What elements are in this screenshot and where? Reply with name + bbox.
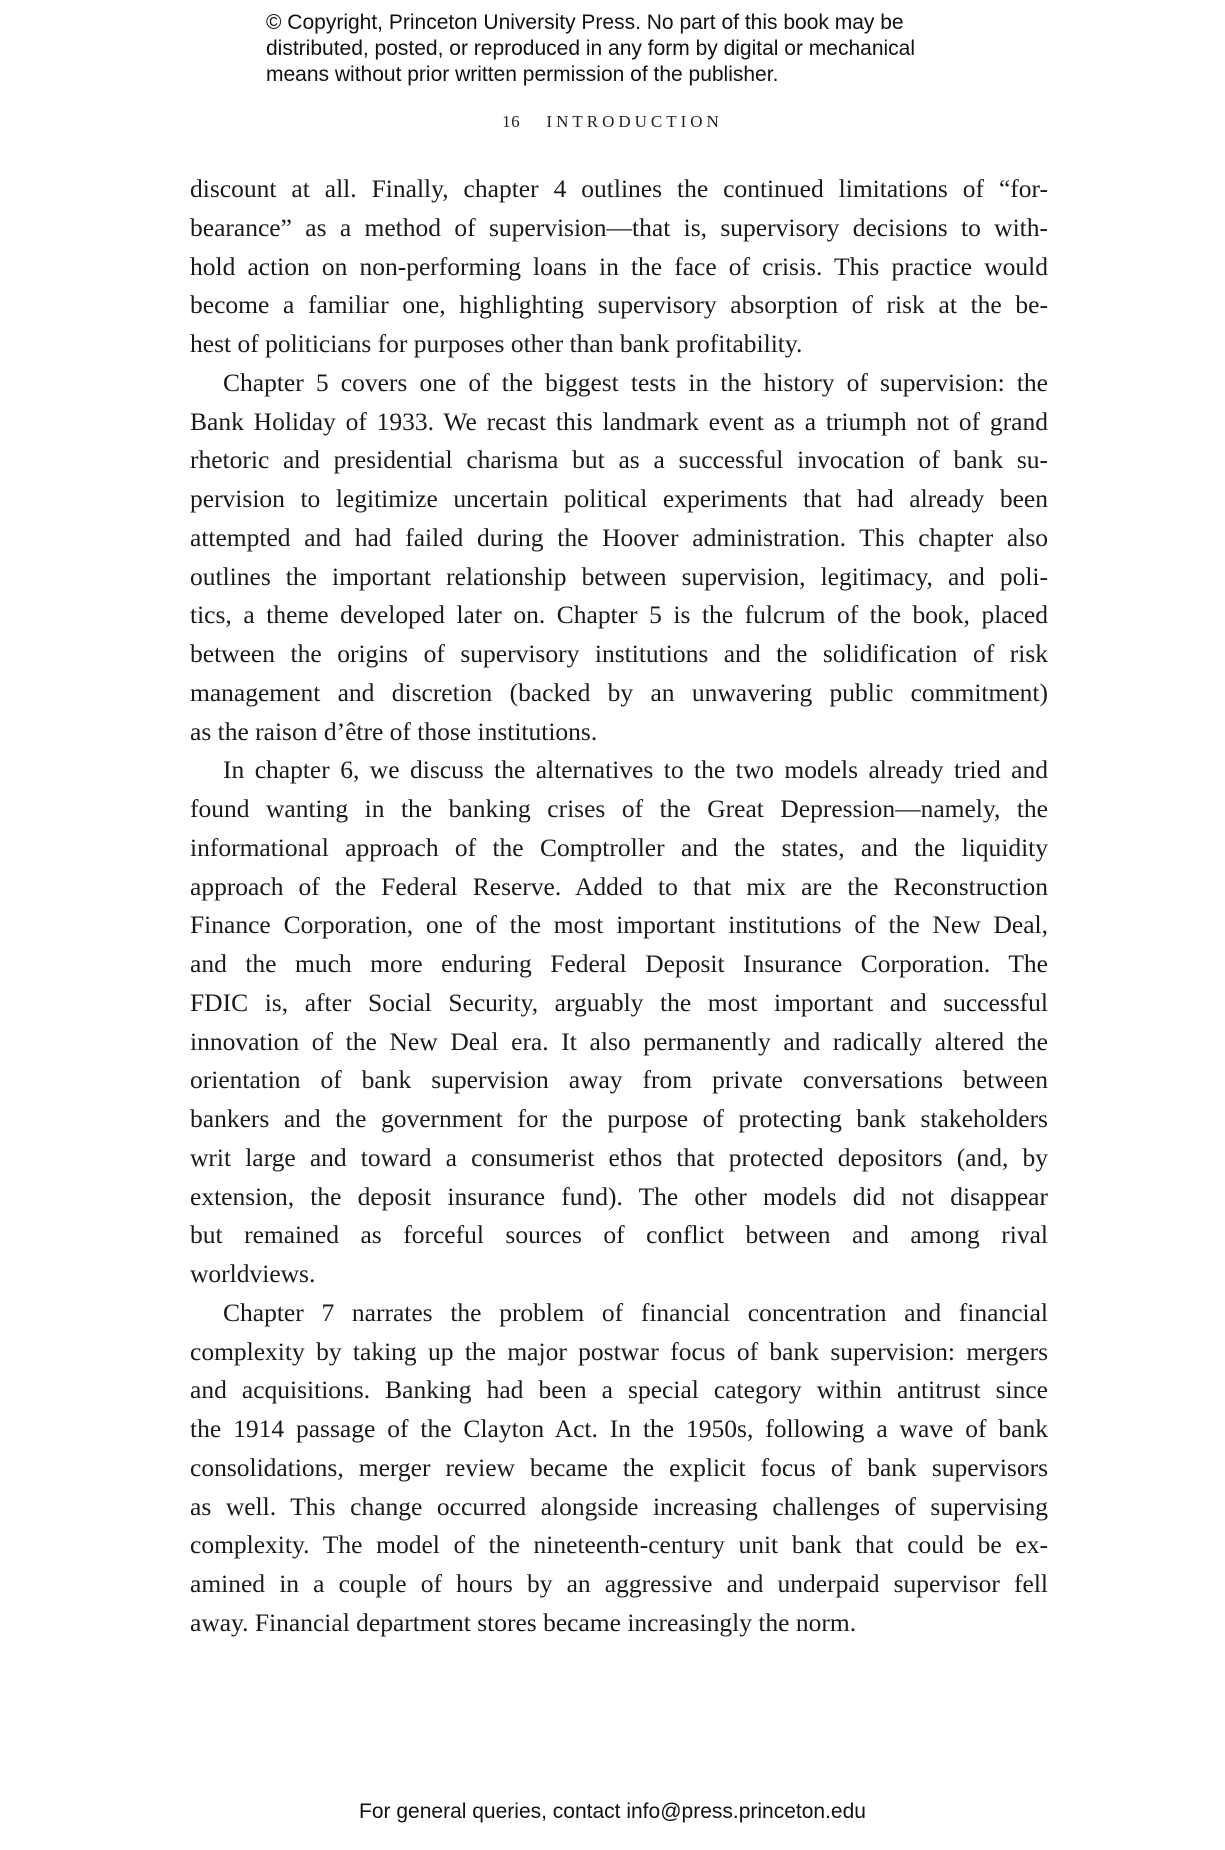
text-line: innovation of the New Deal era. It also permanently and radically altered the	[190, 1026, 1048, 1056]
running-head	[0, 112, 1225, 132]
text-line: between the origins of supervisory institutions and the solidification of risk	[190, 639, 1048, 668]
text-line: discount at all. Finally, chapter 4 outlines the continued limitations of “for-	[190, 174, 1048, 203]
paragraph	[190, 1294, 1048, 1643]
page-number: 16	[502, 112, 521, 131]
text-line: and the much more enduring Federal Deposit Insurance Corporation. The	[190, 949, 1048, 978]
copyright-line: © Copyright, Princeton University Press. No part of this book may be	[266, 11, 904, 34]
text-line: attempted and had failed during the Hoover administration. This chapter also	[190, 522, 1048, 552]
text-line: away. Financial department stores became increasingly the norm.	[190, 1607, 857, 1637]
text-line: rhetoric and presidential charisma but as a successful invocation of bank su-	[190, 445, 1048, 475]
text-line: orientation of bank supervision away from private conversations between	[190, 1065, 1048, 1095]
text-line: as the raison d’être of those institutions.	[190, 716, 598, 746]
text-line: approach of the Federal Reserve. Added to that mix are the Reconstruction	[190, 871, 1048, 901]
text-line: extension, the deposit insurance fund). The other models did not disappear	[190, 1181, 1048, 1211]
paragraph	[190, 364, 1048, 752]
copyright-line: distributed, posted, or reproduced in any form by digital or mechanical	[266, 37, 916, 60]
text-line: bearance” as a method of supervision—that is, supervisory decisions to with-	[190, 212, 1048, 242]
text-line: In chapter 6, we discuss the alternatives to the two models already tried and	[223, 755, 1048, 785]
text-line: hold action on non-performing loans in the face of crisis. This practice would	[190, 251, 1048, 281]
text-line: found wanting in the banking crises of the Great Depression—namely, the	[190, 794, 1048, 823]
text-line: complexity by taking up the major postwar focus of bank supervision: mergers	[190, 1336, 1048, 1366]
text-line: management and discretion (backed by an unwavering public commitment)	[190, 677, 1048, 707]
text-line: Finance Corporation, one of the most important institutions of the New Deal,	[190, 910, 1048, 940]
text-line: outlines the important relationship between supervision, legitimacy, and poli-	[190, 561, 1048, 591]
text-line: as well. This change occurred alongside increasing challenges of supervising	[190, 1491, 1048, 1521]
footer-contact: For general queries, contact info@press.princeton.edu	[359, 1800, 866, 1823]
section-title: INTRODUCTION	[546, 112, 723, 131]
text-line: Bank Holiday of 1933. We recast this landmark event as a triumph not of grand	[190, 406, 1048, 436]
text-line: and acquisitions. Banking had been a special category within antitrust since	[190, 1375, 1048, 1405]
paragraph	[190, 751, 1048, 1294]
text-line: Chapter 7 narrates the problem of financial concentration and financial	[223, 1297, 1048, 1327]
copyright-notice	[266, 10, 966, 88]
text-line: but remained as forceful sources of conflict between and among rival	[190, 1220, 1048, 1250]
text-line: FDIC is, after Social Security, arguably the most important and successful	[190, 987, 1048, 1017]
text-line: pervision to legitimize uncertain political experiments that had already been	[190, 484, 1048, 513]
paragraph	[190, 170, 1048, 364]
copyright-line: means without prior written permission of the publisher.	[266, 63, 779, 86]
text-line: amined in a couple of hours by an aggressive and underpaid supervisor fell	[190, 1569, 1048, 1598]
text-line: informational approach of the Comptroller and the states, and the liquidity	[190, 832, 1048, 862]
body-text	[190, 170, 1048, 1643]
text-line: complexity. The model of the nineteenth-century unit bank that could be ex-	[190, 1530, 1048, 1560]
text-line: worldviews.	[190, 1259, 316, 1288]
text-line: bankers and the government for the purpose of protecting bank stakeholders	[190, 1104, 1048, 1133]
text-line: consolidations, merger review became the explicit focus of bank supervisors	[190, 1452, 1048, 1482]
text-line: tics, a theme developed later on. Chapter 5 is the fulcrum of the book, placed	[190, 600, 1048, 630]
text-line: hest of politicians for purposes other than bank profitability.	[190, 329, 803, 358]
text-line: the 1914 passage of the Clayton Act. In the 1950s, following a wave of bank	[190, 1414, 1048, 1443]
text-line: become a familiar one, highlighting supervisory absorption of risk at the be-	[190, 290, 1048, 320]
text-line: Chapter 5 covers one of the biggest tests in the history of supervision: the	[223, 367, 1048, 397]
text-line: writ large and toward a consumerist ethos that protected depositors (and, by	[190, 1142, 1048, 1172]
